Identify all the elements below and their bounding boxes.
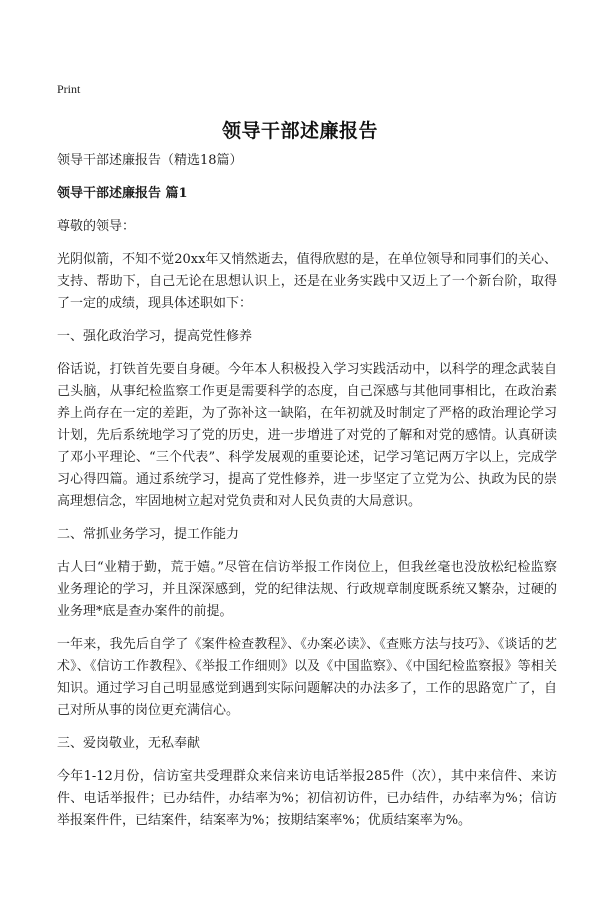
- intro-paragraph: 光阴似箭，不知不觉20xx年又悄然逝去，值得欣慰的是，在单位领导和同事们的关心、支持、帮助下，自己无论在思想认识上，还是在业务实践中又迈上了一个新台阶，取得了一定的成绩，现具体述职如下：: [57, 252, 557, 311]
- paragraph-2: 古人曰“业精于勤，荒于嬉。”尽管在信访举报工作岗位上，但我丝毫也没放松纪检监察业务理论的学习，并且深深感到，党的纪律法规、行政规章制度既系统又繁杂，过硬的业务理*底是查办案件的前提。: [57, 560, 557, 619]
- document-subtitle: 领导干部述廉报告（精选18篇）: [57, 153, 243, 168]
- paragraph-1: 俗话说，打铁首先要自身硬。今年本人积极投入学习实践活动中，以科学的理念武装自己头脑，从事纪检监察工作更是需要科学的态度，自己深感与其他同事相比，在政治素养上尚存在一定的差距，为了弥补这一缺陷，在年初就及时制定了严格的政治理论学习计划，先后系统地学习了党的历史，进一步增进了对党的了解和对党的感情。认真研读了邓小平理论、“三个代表”、科学发展观的重要论述，记学习笔记两万字以上，完成学习心得四篇。通过系统学习，提高了党性修养，进一步坚定了立党为公、执政为民的崇高理想信念，牢固地树立起对党负责和对人民负责的大局意识。: [57, 362, 557, 509]
- print-label: Print: [57, 82, 81, 96]
- section-heading-1: 一、强化政治学习，提高党性修养: [57, 329, 253, 344]
- section-heading-2: 二、常抓业务学习，提工作能力: [57, 527, 240, 542]
- paragraph-3: 一年来，我先后自学了《案件检查教程》、《办案必读》、《查账方法与技巧》、《谈话的艺术》、《信访工作教程》、《举报工作细则》以及《中国监察》、《中国纪检监察报》等相关知识。通过学习自己明显感觉到遇到实际问题解决的办法多了，工作的思路宽广了，自己对所从事的岗位更充满信心。: [57, 637, 557, 718]
- paragraph-4: 今年1-12月份，信访室共受理群众来信来访电话举报285件（次），其中来信件、来访件、电话举报件；已办结件，办结率为%；初信初访件，已办结件，办结率为%；信访举报案件件，已结案件，结案率为%；按期结案率%；优质结案率为%。: [57, 769, 557, 828]
- document-title: 领导干部述廉报告: [221, 120, 378, 142]
- greeting: 尊敬的领导：: [57, 219, 136, 234]
- section-title: 领导干部述廉报告 篇1: [57, 186, 188, 201]
- section-heading-3: 三、爱岗敬业，无私奉献: [57, 736, 201, 751]
- document-body: [57, 150, 557, 843]
